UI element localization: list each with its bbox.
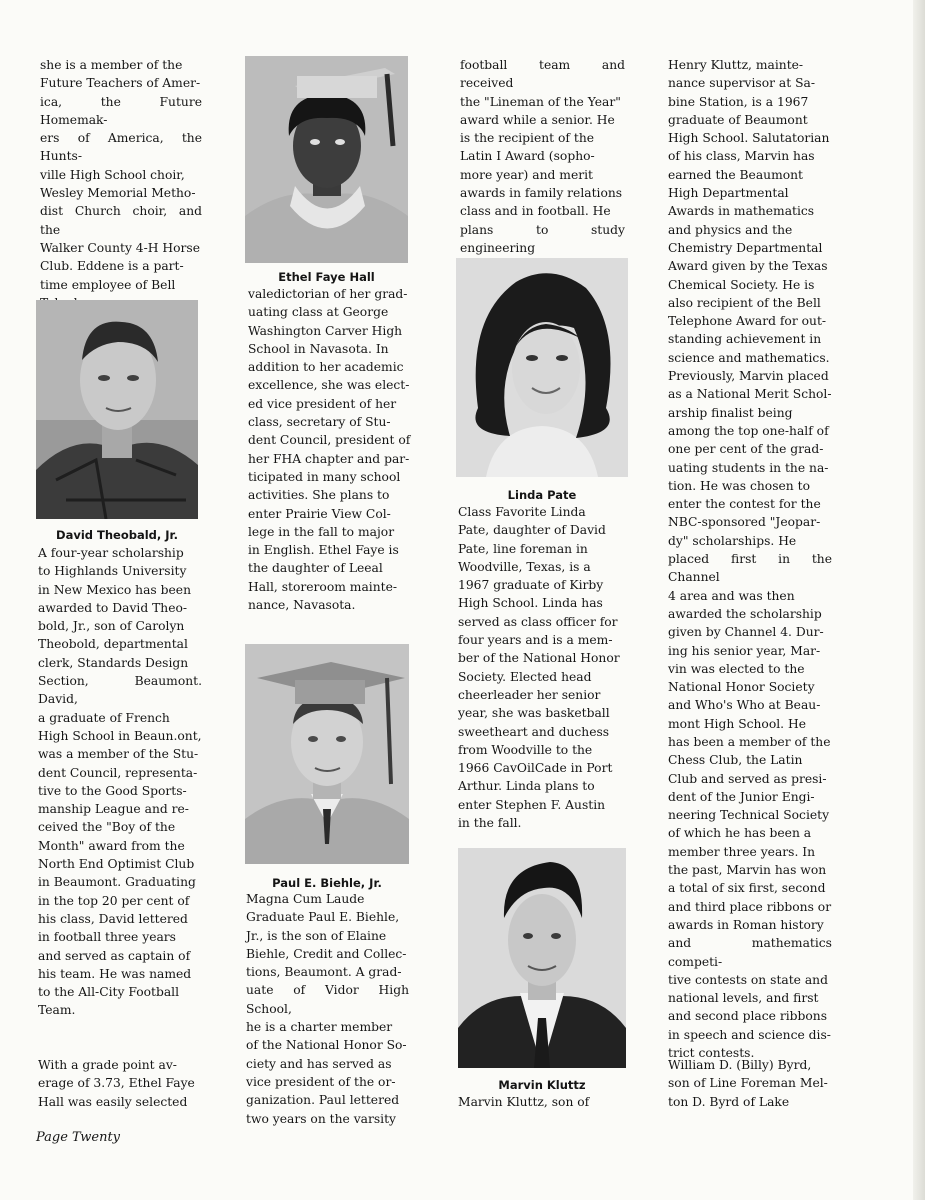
caption-ethel-faye-hall: Ethel Faye Hall <box>278 270 375 284</box>
c2-body-ethel-faye-hall: valedictorian of her grad- uating class at George Washington Carver High School in Navasota. In addition to her academic excellence, she was elect- ed vice president of her class, secretary of Stu- dent Council, president of her FHA chapter and par- ticipated in many school activities. She plans to enter Prairie View Col- lege in the fall to major in English. Ethel Faye is the daughter of Leeal Hall, storeroom mainte- nance, Navasota. <box>248 287 411 613</box>
caption-linda-pate: Linda Pate <box>507 488 577 502</box>
c4-bottom-text: William D. (Billy) Byrd, son of Line Foreman Mel- ton D. Byrd of Lake <box>668 1058 828 1109</box>
page-edge-shadow <box>913 0 925 1200</box>
caption-paul-biehle: Paul E. Biehle, Jr. <box>272 876 382 890</box>
caption-david-theobald: David Theobald, Jr. <box>56 528 178 542</box>
c1-top-text: she is a member of the Future Teachers of Amer- ica, the Future Homemak- ers of America, the Hunts- ville High School choir, Wesley Memorial Metho- dist Church choir, and the Walker County 4-H Horse Club. Eddene is a part- time employee of Bell <box>40 58 202 292</box>
portrait-photo-icon <box>36 300 198 519</box>
photo-paul-biehle <box>245 644 409 864</box>
photo-linda-pate <box>456 258 628 477</box>
photo-ethel-faye-hall <box>245 56 408 263</box>
portrait-photo-icon <box>458 848 626 1068</box>
c3-body-linda-pate: Class Favorite Linda Pate, daughter of David Pate, line foreman in Woodville, Texas, is a 1967 graduate of Kirby High School. Linda has served as class officer for four years and is a mem- ber of the National Honor Society. Elected head cheerleader her senior year, she was basketball sweetheart and duchess from Woodville to the 1966 CavOilCade in Port Arthur. Linda plans to enter Stephen F. Austin in the fall. <box>458 505 620 831</box>
c2-body-paul-biehle: Magna Cum Laude Graduate Paul E. Biehle, Jr., is the son of Elaine Biehle, Credit and Collec- tions, Beaumont. A grad- uate of Vidor High School, he is a charter member of the National Honor So- ciety and has served as vice president of the or- ganization. Paul lettered two years on the varsity <box>246 892 409 1126</box>
portrait-photo-icon <box>245 644 409 864</box>
c4-body-marvin-continued: Henry Kluttz, mainte- nance supervisor at Sa- bine Station, is a 1967 graduate of Beaumont High School. Salutatorian of his class, Marvin has earned the Beaumont High Departmental Awards in mathematics and physics and the Chemistry Departmental Award given by the Texas Chemical Society. He is also recipient of the Bell Telephone Award for out- standing achievement in science and mathematics. Previously, Marvin placed as a National Merit Schol- arship finalist being among the top one-half of one per cent of the grad- uating students in the na- tion. He was chosen to enter the contest for the NBC-sponsored "Jeopar- dy" scholarships. He placed first in the Channel 4 area and was then awarded the scholarship given by Channel 4. Dur- ing his senior year, Mar- vin was elected to the National Honor Society and Who's Who at Beau- mont High School. He has been a member of the Chess Club, the Latin Club and served as presi- dent of the Junior Engi- neering Technical Society of which he has been a member three years. In the past, Marvin has won a total of six first, second and third place ribbons or awards in Roman history and mathematics competi- tive contests on state and national levels, and first and second place ribbons in speech and science dis- trict contests. <box>668 58 832 1061</box>
caption-marvin-kluttz: Marvin Kluttz <box>498 1078 586 1092</box>
c1-body-david-theobald: A four-year scholarship to Highlands University in New Mexico has been awarded to David Theo- bold, Jr., son of Carolyn Theobold, departmental clerk, Standards Design Section, Beaumont. David, a graduate of French High School in Beaun.ont, was a member of the Stu- dent Council, representa- tive to the Good Sports- manship League and re- ceived the "Boy of the Month" award from the North End Optimist Club in Beaumont. Graduating in the top 20 per cent of his class, David lettered in football three years and served as captain of his team. He was named to the All-City Football Team. <box>38 546 202 1018</box>
photo-david-theobald <box>36 300 198 519</box>
c3-top-text: football team and received the "Lineman of the Year" award while a senior. He is the recipient of the Latin I Award (sopho- more year) and merit awards in family relations class and in football. He plans to study engineering <box>460 58 625 255</box>
portrait-photo-icon <box>245 56 408 263</box>
portrait-photo-icon <box>456 258 628 477</box>
photo-marvin-kluttz <box>458 848 626 1068</box>
page-number: Page Twenty <box>36 1130 121 1145</box>
c3-body-marvin-kluttz: Marvin Kluttz, son of <box>458 1095 590 1109</box>
c1-bottom-text: With a grade point av- erage of 3.73, Ethel Faye Hall was easily selected <box>38 1058 195 1109</box>
